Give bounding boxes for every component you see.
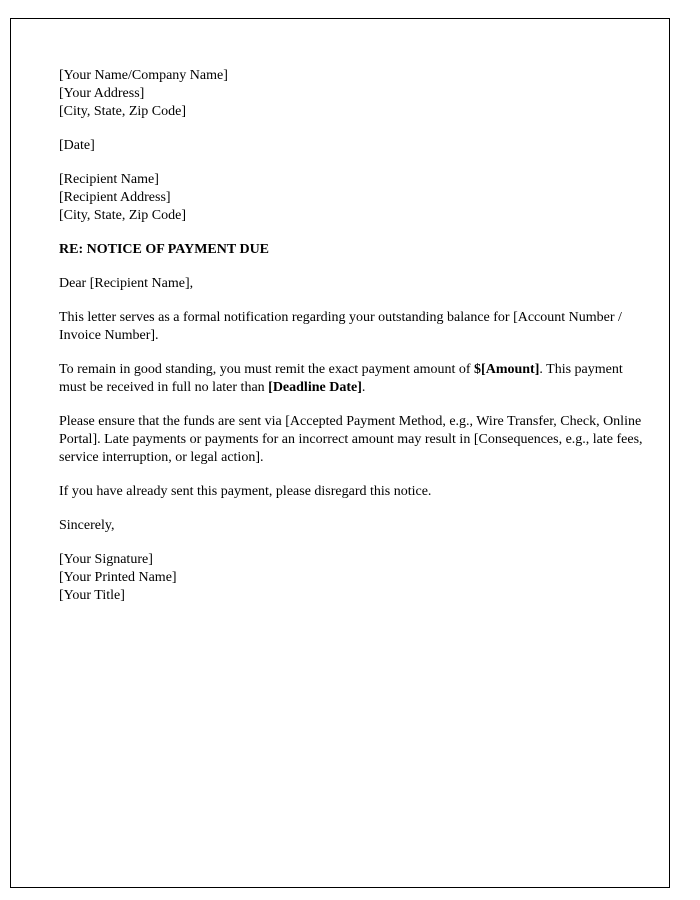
payment-deadline: [Deadline Date] — [268, 380, 362, 395]
date-line: [Date] — [59, 138, 95, 153]
letter-page-border — [10, 18, 670, 888]
payment-amount: $[Amount] — [474, 362, 540, 377]
letter-body — [59, 67, 643, 621]
sender-address-line: [Your Address] — [59, 86, 145, 101]
recipient-name-line: [Recipient Name] — [59, 172, 159, 187]
payment-text-pre: To remain in good standing, you must remit the exact payment amount of — [59, 362, 475, 377]
payment-text-end: . — [361, 380, 366, 395]
signature-block — [59, 551, 643, 605]
paragraph-payment — [59, 361, 643, 397]
paragraph-disregard: If you have already sent this payment, please disregard this notice. — [59, 484, 432, 499]
sender-address-block — [59, 67, 643, 121]
recipient-city-line: [City, State, Zip Code] — [59, 208, 187, 223]
recipient-address-line: [Recipient Address] — [59, 190, 171, 205]
closing: Sincerely, — [59, 518, 115, 533]
printed-name-line: [Your Printed Name] — [59, 570, 177, 585]
payment-text-mid: . This payment must be received in full no later than — [59, 362, 623, 395]
salutation: Dear [Recipient Name], — [59, 276, 194, 291]
paragraph-method: Please ensure that the funds are sent via [Accepted Payment Method, e.g., Wire Transfer, Check, Online Portal]. Late payments or payments for an incorrect amount may result in [Consequences, e.g., late fees, service interruption, or legal action]. — [59, 414, 643, 465]
recipient-address-block — [59, 171, 643, 225]
signature-line: [Your Signature] — [59, 552, 153, 567]
title-line: [Your Title] — [59, 588, 125, 603]
sender-city-line: [City, State, Zip Code] — [59, 104, 187, 119]
sender-name-line: [Your Name/Company Name] — [59, 68, 228, 83]
paragraph-balance: This letter serves as a formal notification regarding your outstanding balance for [Account Number / Invoice Number]. — [59, 310, 622, 343]
subject-line: RE: NOTICE OF PAYMENT DUE — [59, 242, 270, 257]
